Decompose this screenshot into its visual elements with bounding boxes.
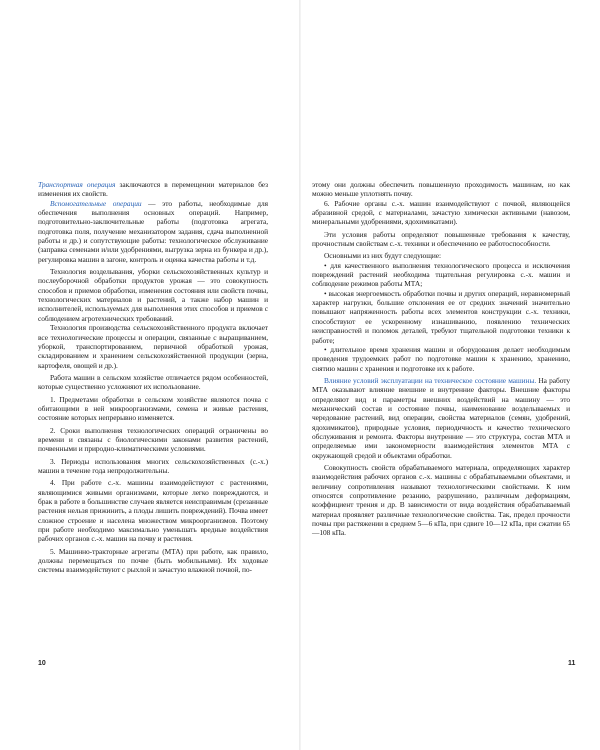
list-item: • высокая энергоемкость обработки почвы и других операций, неравномерный характер нагрузки, большие отклонения ее от средних значений значительно повышают напряженность работы всех элементов конструкции с.-х. техники, способствуют ее ускоренному изнашиванию, появлению технических неисправностей и поломок деталей, требуют тщательной подготовки техники к работе;: [312, 288, 570, 345]
paragraph: этому они должны обеспечить повышенную проходимость машинам, но как можно меньше уплотнять почву.: [312, 180, 570, 199]
paragraph: Технология возделывания, уборки сельскохозяйственных культур и послеуборочной обработки продуктов урожая — это совокупность способов и приемов обработки, изменения состояния или свойств почвы, технологических материалов и растений, а также набор машин и исполнителей, используемых для выполнения этих способов и приемов с соблюдением агротехнических требований.: [38, 267, 268, 323]
paragraph-transport-operation: Транспортная операция заключаются в перемещении материалов без изменения их свойств.: [38, 180, 268, 199]
page-number-right: 11: [568, 660, 576, 667]
paragraph-influence-conditions: Влияние условий эксплуатации на техническое состояние машины. На работу МТА оказывают влияние внешние и внутренние факторы. Внешние факторы определяют вид и параметры внешних воздействий на машину — это механический состав и состояние почвы, наименование возделываемых и чередование растений, вид операции, свойства материалов (семян, удобрений, ядохимикатов), природные условия, периодичность и качество технического обслуживания и ремонта. Факторы внутренние — это структура, состав МТА и определяемые ими закономерности взаимодействия элементов МТА с окружающей средой и объектами обработки.: [312, 375, 570, 460]
paragraph: 2. Сроки выполнения технологических операций ограничены во времени и связаны с биологическими законами развития растений, почвенными и природно-климатическими условиями.: [38, 425, 268, 454]
paragraph: Эти условия работы определяют повышенные требования к качеству, прочностным свойствам с.-х. техники и обеспечению ее работоспособности.: [312, 229, 570, 249]
paragraph: 3. Периоды использования многих сельскохозяйственных (с.-х.) машин в течение года непродолжительны.: [38, 456, 268, 475]
paragraph: 5. Машинно-тракторные агрегаты (МТА) при работе, как правило, должны перемещаться по почве (быть мобильными). Их ходовые системы взаимодействуют с рыхлой и зачастую влажной почвой, по-: [38, 546, 268, 575]
term-transport-operation: Транспортная операция: [38, 180, 116, 189]
paragraph: 6. Рабочие органы с.-х. машин взаимодействуют с почвой, являющейся абразивной средой, с материалами, зачастую химически активными (навозом, минеральными удобрениями, ядохимикатами).: [312, 198, 570, 227]
paragraph-auxiliary-operations: Вспомогательные операции — это работы, необходимые для обеспечения выполнения основных операций. Например, подготовительно-заключительные работы (подготовка агрегата, подготовка поля, получение механизатором задания, сдача выполненной работы и др.) и сопутствующие работы: технологическое обслуживание (заправка семенами и/или удобрениями, выгрузка зерна из бункера и др.), регулировка машин в загоне, контроль и оценка качества работы и т.д.: [38, 198, 268, 264]
right-text-column: [312, 180, 570, 538]
paragraph: Технология производства сельскохозяйственного продукта включает все технологические процессы и операции, связанные с выращиванием, уборкой, транспортированием, первичной обработкой урожая, складированием и хранением сельскохозяйственной продукции (зерна, картофеля, овощей и др.).: [38, 323, 268, 370]
right-page: [300, 0, 600, 750]
term-auxiliary-operations: Вспомогательные операции: [50, 198, 142, 208]
paragraph: 1. Предметами обработки в сельском хозяйстве являются почва с обитающими в ней микроорганизмами, семена и живые растения, состояние которых непрерывно изменяется.: [38, 394, 268, 423]
paragraph: 4. При работе с.-х. машины взаимодействуют с растениями, являющимися живыми организмами, которые легко повреждаются, и брак в работе в большинстве случаев является неисправимым (срезанные растения нельзя прижинить, а плоды лишить повреждений). Почва имеет сложное строение и населена множеством микроорганизмов. Поэтому при работе необходимо максимально уменьшать вредные воздействия рабочих органов с.-х. машин на почву и растения.: [38, 478, 268, 544]
paragraph: Работа машин в сельском хозяйстве отличается рядом особенностей, которые существенно усложняют их использование.: [38, 372, 268, 392]
paragraph: Совокупность свойств обрабатываемого материала, определяющих характер взаимодействия рабочих органов с.-х. машины с обрабатываемыми объектами, и величину сопротивления называют технологическими свойствами. К ним относятся сопротивление резанию, разрушению, различным деформациям, коэффициент трения и др. В зависимости от вида воздействия обрабатываемый материал проявляет различные технологические свойства. Так, предел прочности почвы при растяжении в среднем 5—6 кПа, при сдвиге 10—12 кПа, при сжатии 65—108 кПа.: [312, 462, 570, 538]
paragraph: Основными из них будут следующие:: [324, 251, 442, 261]
list-item: • длительное время хранения машин и оборудования делает необходимым проведения трудоемких работ по подготовке машин к хранению, хранению, снятию машин с хранения и подготовке их к работе.: [312, 344, 570, 373]
section-heading: Влияние условий эксплуатации на техническое состояние машины.: [324, 375, 537, 385]
list-item: • для качественного выполнения технологического процесса и исключения повреждений растений необходима тщательная регулировка с.-х. машин и соблюдение режимов работы МТА;: [312, 260, 570, 289]
page-number-left: 10: [38, 660, 46, 667]
left-text-column: [38, 180, 268, 575]
